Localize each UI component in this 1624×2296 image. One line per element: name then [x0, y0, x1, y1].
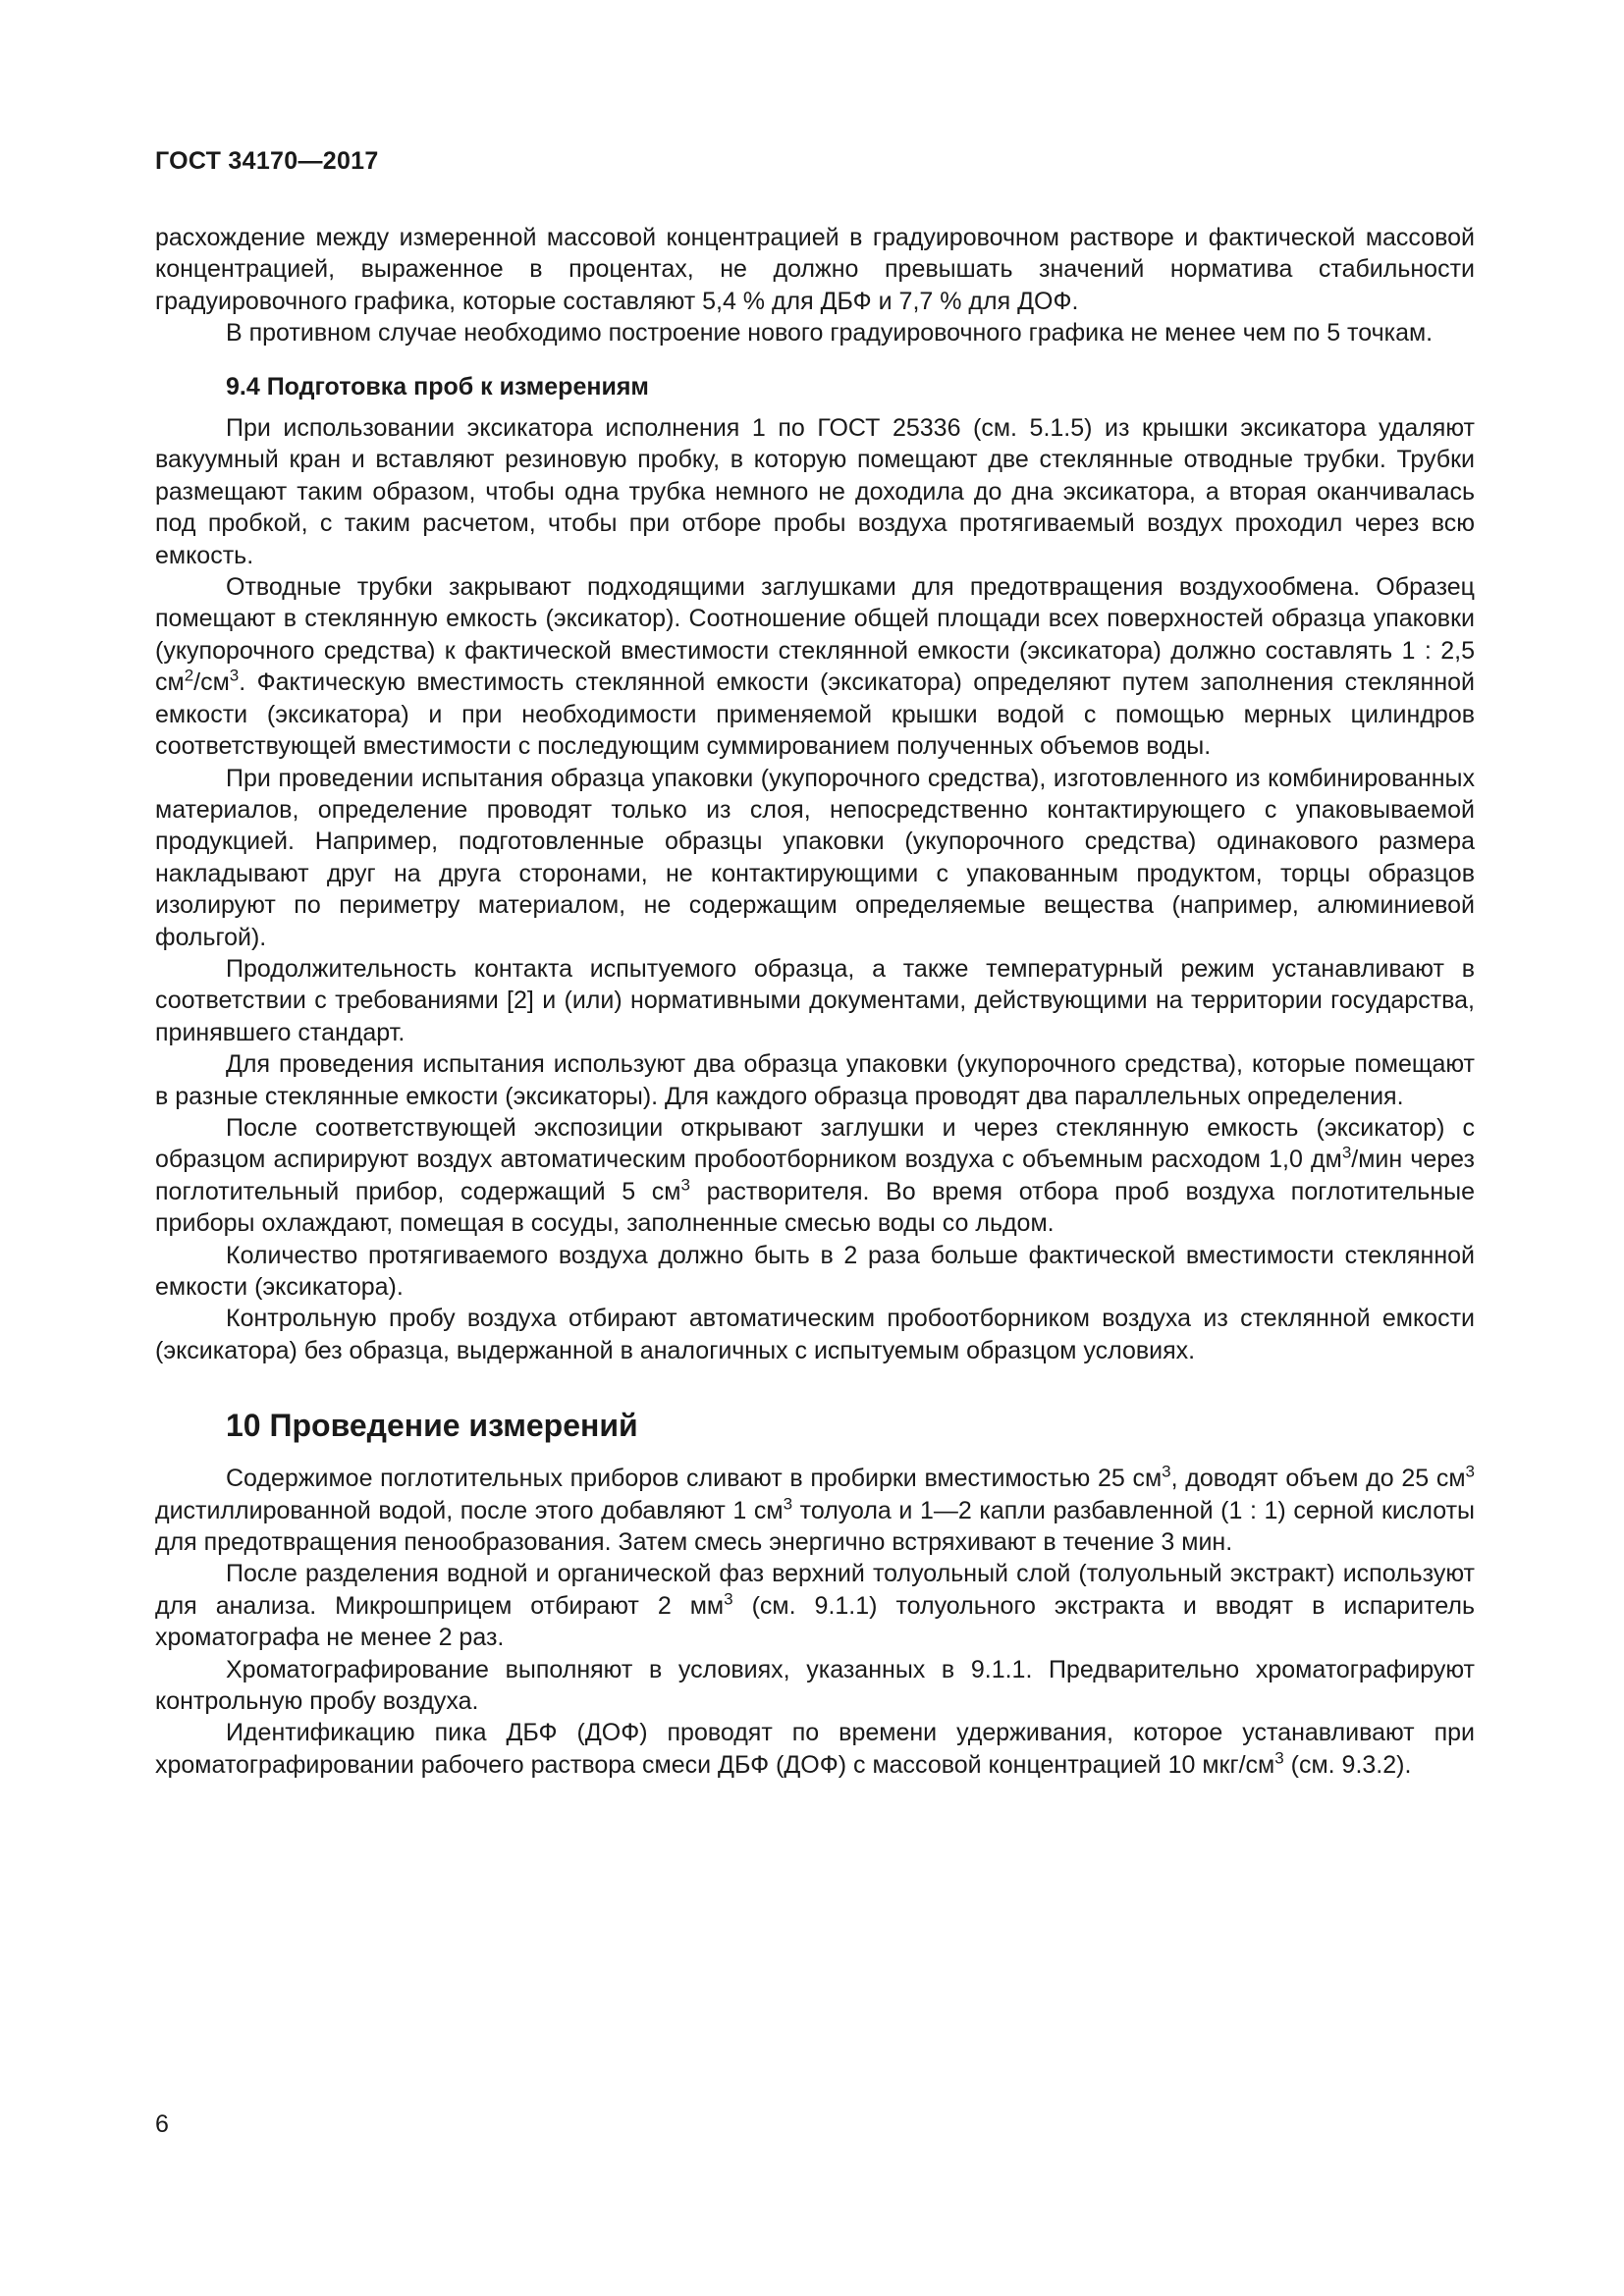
page-number: 6 — [155, 2110, 169, 2138]
continuation-paragraph-1: расхождение между измеренной массовой концентрацией в градуировочном растворе и фактической массовой концентрацией, выраженное в процентах, не должно превышать значений норматива стабильности градуировочного графика, которые составляют 5,4 % для ДБФ и 7,7 % для ДОФ. — [155, 224, 1475, 315]
section-9-4-paragraph-3: При проведении испытания образца упаковки (укупорочного средства), изготовленного из комбинированных материалов, определение проводят только из слоя, непосредственно контактирующего с упаковываемой продукцией. Например, подготовленные образцы упаковки (укупорочного средства) одинакового размера накладывают друг на друга сторонами, не контактирующими с упакованным продуктом, торцы образцов изолируют по периметру материалом, не содержащим определяемые вещества (например, алюминиевой фольгой). — [155, 764, 1475, 951]
section-9-4-paragraph-2 — [155, 571, 1475, 762]
superscript: 3 — [783, 1494, 793, 1514]
superscript: 3 — [1465, 1462, 1475, 1481]
section-9-4-paragraph-1: При использовании эксикатора исполнения 1 по ГОСТ 25336 (см. 5.1.5) из крышки эксикатора удаляют вакуумный кран и вставляют резиновую пробку, в которую помещают две стеклянные отводные трубки. Трубки размещают таким образом, чтобы одна трубка немного не доходила до дна эксикатора, а вторая оканчивалась под пробкой, с таким расчетом, чтобы при отборе пробы воздуха протягиваемый воздух проходил через всю емкость. — [155, 414, 1475, 569]
text-run: . Фактическую вместимость стеклянной емкости (эксикатора) определяют путем заполнения стеклянной емкости (эксикатора) и при необходимости применяемой крышки водой с помощью мерных цилиндров соответствующей вместимости с последующим суммированием полученных объемов воды. — [155, 668, 1475, 761]
section-10-paragraph-1 — [155, 1463, 1475, 1558]
text-run: /мин через поглотительный прибор, содержащий 5 см — [155, 1146, 1475, 1205]
text-run: Содержимое поглотительных приборов сливают в пробирки вместимостью 25 см — [226, 1465, 1163, 1493]
section-9-4-paragraph-4: Продолжительность контакта испытуемого образца, а также температурный режим устанавливают в соответствии с требованиями [2] и (или) нормативными документами, действующими на территории государства, принявшего стандарт. — [155, 954, 1475, 1046]
section-9-4-paragraph-8: Контрольную пробу воздуха отбирают автоматическим пробоотборником воздуха из стеклянной емкости (эксикатора) без образца, выдержанной в аналогичных с испытуемым образцом условиях. — [155, 1305, 1475, 1364]
superscript: 3 — [1274, 1748, 1284, 1768]
text-run: /см — [193, 668, 230, 697]
section-10-paragraph-3: Хроматографирование выполняют в условиях, указанных в 9.1.1. Предварительно хроматографируют контрольную пробу воздуха. — [155, 1655, 1475, 1716]
text-run: После соответствующей экспозиции открывают заглушки и через стеклянную емкость (эксикатор) с образцом аспирируют воздух автоматическим пробоотборником воздуха с объемным расходом 1,0 дм — [155, 1113, 1475, 1174]
text-run: растворителя. Во время отбора проб воздуха поглотительные приборы охлаждают, помещая в сосуды, заполненные смесью воды со льдом. — [155, 1177, 1475, 1238]
section-9-4-heading: 9.4 Подготовка проб к измерениям — [226, 372, 649, 400]
continuation-paragraph-2: В противном случае необходимо построение нового градуировочного графика не менее чем по 5 точкам. — [226, 319, 1434, 347]
text-run: (см. 9.3.2). — [1283, 1750, 1412, 1779]
superscript: 3 — [229, 666, 240, 685]
document-body — [155, 222, 1475, 1781]
section-10-paragraph-4 — [155, 1717, 1475, 1781]
section-10-heading: 10 Проведение измерений — [226, 1408, 638, 1444]
text-run: После разделения водной и органической фаз верхний толуольный слой (толуольный экстракт) используют для анализа. Микрошприцем отбирают 2 мм — [155, 1560, 1475, 1620]
document-header-id: ГОСТ 34170—2017 — [155, 147, 379, 175]
text-run: , доводят объем до 25 см — [1170, 1465, 1466, 1493]
section-10-paragraph-2 — [155, 1558, 1475, 1653]
superscript: 3 — [680, 1175, 690, 1195]
superscript: 3 — [1162, 1462, 1171, 1481]
text-run: (см. 9.1.1) толуольного экстракта и вводят в испаритель хроматографа не менее 2 раз. — [155, 1591, 1475, 1652]
section-9-4-paragraph-7: Количество протягиваемого воздуха должно быть в 2 раза больше фактической вместимости стеклянной емкости (эксикатора). — [155, 1241, 1475, 1301]
section-9-4-paragraph-5: Для проведения испытания используют два образца упаковки (укупорочного средства), которые помещают в разные стеклянные емкости (эксикаторы). Для каждого образца проводят два параллельных определения. — [155, 1050, 1475, 1110]
superscript: 3 — [1341, 1144, 1352, 1163]
text-run: дистиллированной водой, после этого добавляют 1 см — [155, 1496, 784, 1524]
superscript: 3 — [724, 1589, 733, 1609]
text-run: Идентификацию пика ДБФ (ДОФ) проводят по времени удерживания, которое устанавливают при хроматографировании рабочего раствора смеси ДБФ (ДОФ) с массовой концентрацией 10 мкг/см — [155, 1719, 1475, 1779]
text-run: толуола и 1—2 капли разбавленной (1 : 1) серной кислоты для предотвращения пенообразования. Затем смесь энергично встряхивают в течение 3 мин. — [155, 1496, 1475, 1557]
section-9-4-paragraph-6 — [155, 1112, 1475, 1240]
text-run: Отводные трубки закрывают подходящими заглушками для предотвращения воздухообмена. Образец помещают в стеклянную емкость (эксикатор). Соотношение общей площади всех поверхностей образца упаковки (укупорочного средства) к фактической вместимости стеклянной емкости (эксикатора) должно составлять 1 : 2,5 см — [155, 573, 1475, 697]
superscript: 2 — [184, 666, 194, 685]
